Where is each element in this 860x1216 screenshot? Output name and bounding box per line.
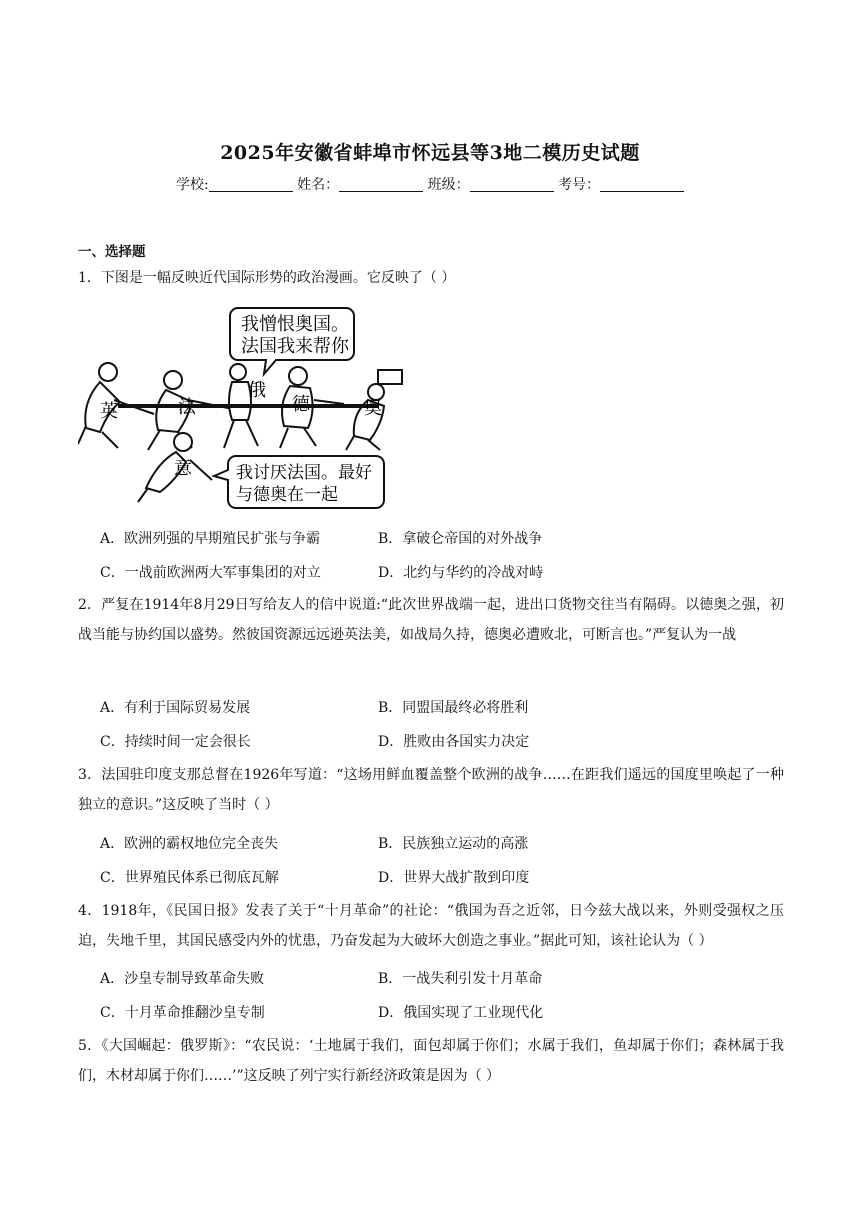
bubble-bottom-line2: 与德奥在一起 (236, 485, 338, 505)
question-4-stem: 4．1918年，《民国日报》发表了关于“十月革命”的社论：“俄国为吾之近邻，日今兹大战以来，外则受强权之压迫，失地千里，其国民感受内外的忧患，乃奋发起为大破坏大创造之事业。”据此可知，该社论认为（ ） (78, 903, 784, 949)
label-france: 法 (178, 397, 196, 418)
number-blank (600, 177, 684, 192)
label-italy: 意 (174, 458, 192, 479)
question-1-stem: 1．下图是一幅反映近代国际形势的政治漫画。它反映了（ ） (78, 270, 456, 286)
q2-option-d: D．胜败由各国实力决定 (378, 734, 530, 750)
label-austria: 奥 (364, 398, 382, 419)
political-cartoon (78, 300, 418, 512)
q4-option-a: A．沙皇专制导致革命失败 (100, 971, 265, 987)
label-russia: 俄 (248, 380, 266, 401)
q3-option-d: D．世界大战扩散到印度 (378, 870, 530, 886)
question-3-stem: 3．法国驻印度支那总督在1926年写道：“这场用鲜血覆盖整个欧洲的战争……在距我们遥远的国度里唤起了一种独立的意识。”这反映了当时（ ） (78, 767, 784, 813)
class-label: 班级： (427, 177, 470, 193)
name-blank (339, 177, 423, 192)
class-blank (470, 177, 554, 192)
q4-option-d: D．俄国实现了工业现代化 (378, 1005, 544, 1021)
q2-option-c: C．持续时间一定会很长 (100, 734, 251, 750)
number-label: 考号： (558, 177, 601, 193)
school-label: 学校: (175, 177, 209, 193)
label-uk: 英 (100, 401, 118, 422)
bubble-bottom-line1: 我讨厌法国。最好 (236, 463, 372, 483)
label-germany: 德 (292, 394, 310, 415)
school-blank (209, 177, 293, 192)
q2-option-a: A．有利于国际贸易发展 (100, 700, 251, 716)
question-2-stem: 2．严复在1914年8月29日写给友人的信中说道:“此次世界战端一起，进出口货物交往当有隔碍。以德奥之强，初战当能与协约国以盛势。然彼国资源远远逊英法美，如战局久持，德奥必遭败北，可断言也。”严复认为一战 (78, 597, 784, 643)
q4-option-c: C．十月革命推翻沙皇专制 (100, 1005, 265, 1021)
exam-title: 2025年安徽省蚌埠市怀远县等3地二模历史试题 (220, 142, 640, 164)
bubble-top-line1: 我憎恨奥国。 (241, 314, 349, 335)
q1-option-d: D．北约与华约的冷战对峙 (378, 565, 544, 581)
question-5-stem: 5．《大国崛起：俄罗斯》：“农民说：‘土地属于我们，面包却属于你们；水属于我们，鱼却属于你们；森林属于我们，木材却属于你们……’”这反映了列宁实行新经济政策是因为（ ） (78, 1038, 784, 1084)
section-heading: 一、选择题 (78, 244, 146, 260)
student-info-line (0, 174, 860, 194)
name-label: 姓名： (297, 177, 340, 193)
q3-option-c: C．世界殖民体系已彻底瓦解 (100, 870, 279, 886)
q1-option-c: C．一战前欧洲两大军事集团的对立 (100, 565, 321, 581)
q3-option-b: B．民族独立运动的高涨 (378, 836, 529, 852)
q1-option-b: B．拿破仑帝国的对外战争 (378, 531, 543, 547)
q4-option-b: B．一战失利引发十月革命 (378, 971, 543, 987)
q2-option-b: B．同盟国最终必将胜利 (378, 700, 529, 716)
q3-option-a: A．欧洲的霸权地位完全丧失 (100, 836, 279, 852)
q1-option-a: A．欧洲列强的早期殖民扩张与争霸 (100, 531, 321, 547)
bubble-top-line2: 法国我来帮你 (241, 336, 349, 357)
